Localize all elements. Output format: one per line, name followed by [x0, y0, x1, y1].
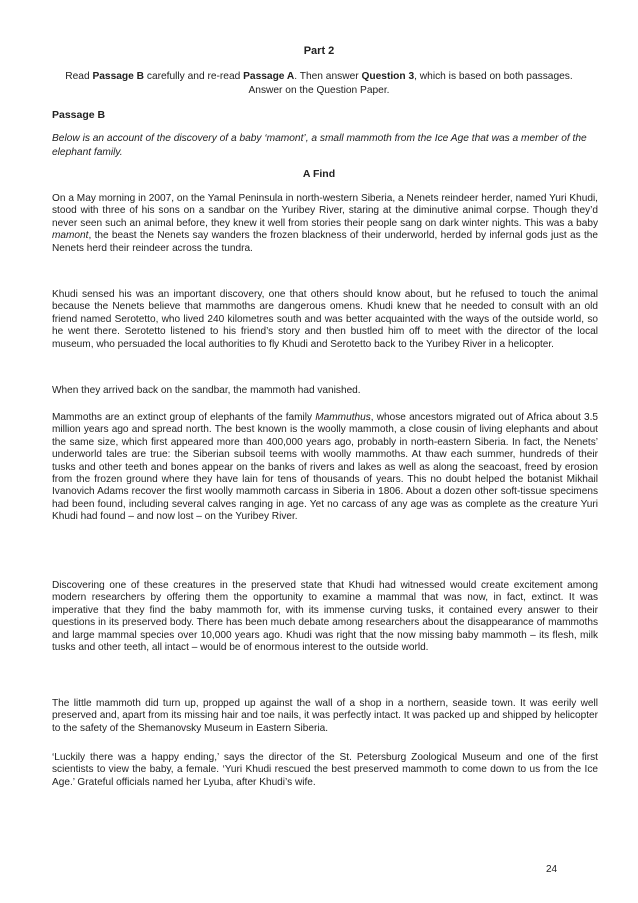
paragraph-7: ‘Luckily there was a happy ending,’ says the director of the St. Petersburg Zoological Museum and one of the first scientists to view the baby, a female. ‘Yuri Khudi rescued the best preserved mammoth to come down to us from the Ice Age.’ Grateful officials named her Lyuba, after Khudi’s wife.: [52, 752, 598, 788]
paragraph-4-text-b: , whose ancestors migrated out of Africa about 3.5 million years ago and spread north. The best known is the woolly mammoth, a close cousin of living elephants and about the same size, which first appeared more than 400,000 years ago, probably in north-eastern Siberia. In fact, the Nenets’ underworld tales are true: the Siberian subsoil teems with woolly mammoths. At thaw each summer, hundreds of their tusks and other teeth and bones appear on the banks of rivers and lakes as well as along the seacoast, freed by erosion from the frozen ground where they have lain for tens of thousands of years. This no doubt helped the botanist Mikhail Ivanovich Adams recover the first woolly mammoth carcass in Siberia in 1806. About a dozen other soft-tissue specimens had been found, including several calves ranging in age. Yet no carcass of any age was as complete as the creature Yuri Khudi had found – and now lost – on the Yuribey River.: [52, 412, 598, 523]
instructions-question-3: Question 3: [361, 71, 415, 82]
paragraph-4-italic: Mammuthus: [315, 412, 371, 423]
instructions-text-4: , which is based on both passages. Answer on the Question Paper.: [248, 71, 573, 96]
paragraph-4: [52, 412, 598, 524]
instructions-passage-b: Passage B: [92, 71, 145, 82]
paragraph-1-text-b: , the beast the Nenets say wanders the frozen blackness of their underworld, herded by infernal gods just as the Nenets herd their reindeer across the tundra.: [52, 230, 598, 254]
instructions-text-3: . Then answer: [294, 71, 362, 82]
passage-title: A Find: [302, 168, 336, 180]
paragraph-3: When they arrived back on the sandbar, the mammoth had vanished.: [52, 385, 361, 396]
part-heading: Part 2: [303, 45, 335, 57]
passage-intro: Below is an account of the discovery of a baby ‘mamont’, a small mammoth from the Ice Age that was a member of the elephant family.: [52, 133, 587, 158]
instructions: [60, 70, 578, 98]
paragraph-6: The little mammoth did turn up, propped up against the wall of a shop in a northern, seaside town. It was eerily well preserved and, apart from its missing hair and toe nails, it was perfectly intact. It was packed up and shipped by helicopter to the safety of the Shemanovsky Museum in Eastern Siberia.: [52, 698, 598, 734]
paragraph-1-italic: mamont: [52, 230, 89, 242]
instructions-text-1: Read: [65, 71, 93, 82]
page-number: 24: [546, 864, 558, 875]
paragraph-1-text-a: On a May morning in 2007, on the Yamal Peninsula in north-western Siberia, a Nenets reindeer herder, named Yuri Khudi, stood with three of his sons on a sandbar on the Yuribey River, staring at the diminutive animal corpse. Though they’d never seen such an animal before, they knew it well from stories their people sang on dark winter nights. This was a baby: [52, 193, 598, 229]
paragraph-4-text-a: Mammoths are an extinct group of elephants of the family: [52, 412, 316, 423]
paragraph-1: [52, 193, 598, 255]
passage-label: Passage B: [52, 109, 106, 121]
instructions-passage-a: Passage A: [243, 71, 295, 82]
paragraph-5: Discovering one of these creatures in the preserved state that Khudi had witnessed would create excitement among modern researchers by offering them the opportunity to examine a mammal that was now, in fact, extinct. It was imperative that they find the baby mammoth for, with its immense curving tusks, it contained every answer to their questions in its preserved body. There has been much debate among researchers about the disappearance of mammoths and large mammal species over 10,000 years ago. Khudi was right that the now missing baby mammoth – its flesh, milk tusks and other teeth, all intact – would be of enormous interest to the outside world.: [52, 580, 598, 654]
paragraph-2: Khudi sensed his was an important discovery, one that others should know about, but he refused to touch the animal because the Nenets believe that mammoths are dangerous omens. Khudi knew that he needed to consult with an old friend named Serotetto, who lived 240 kilometres south and was better acquainted with the ways of the outside world, so he went there. Serotetto listened to his friend’s story and then bustled him off to meet with the director of the local museum, who persuaded the local authorities to fly Khudi and Serotetto back to the Yuribey River in a helicopter.: [52, 289, 598, 350]
instructions-text-2: carefully and re-read: [144, 71, 244, 82]
